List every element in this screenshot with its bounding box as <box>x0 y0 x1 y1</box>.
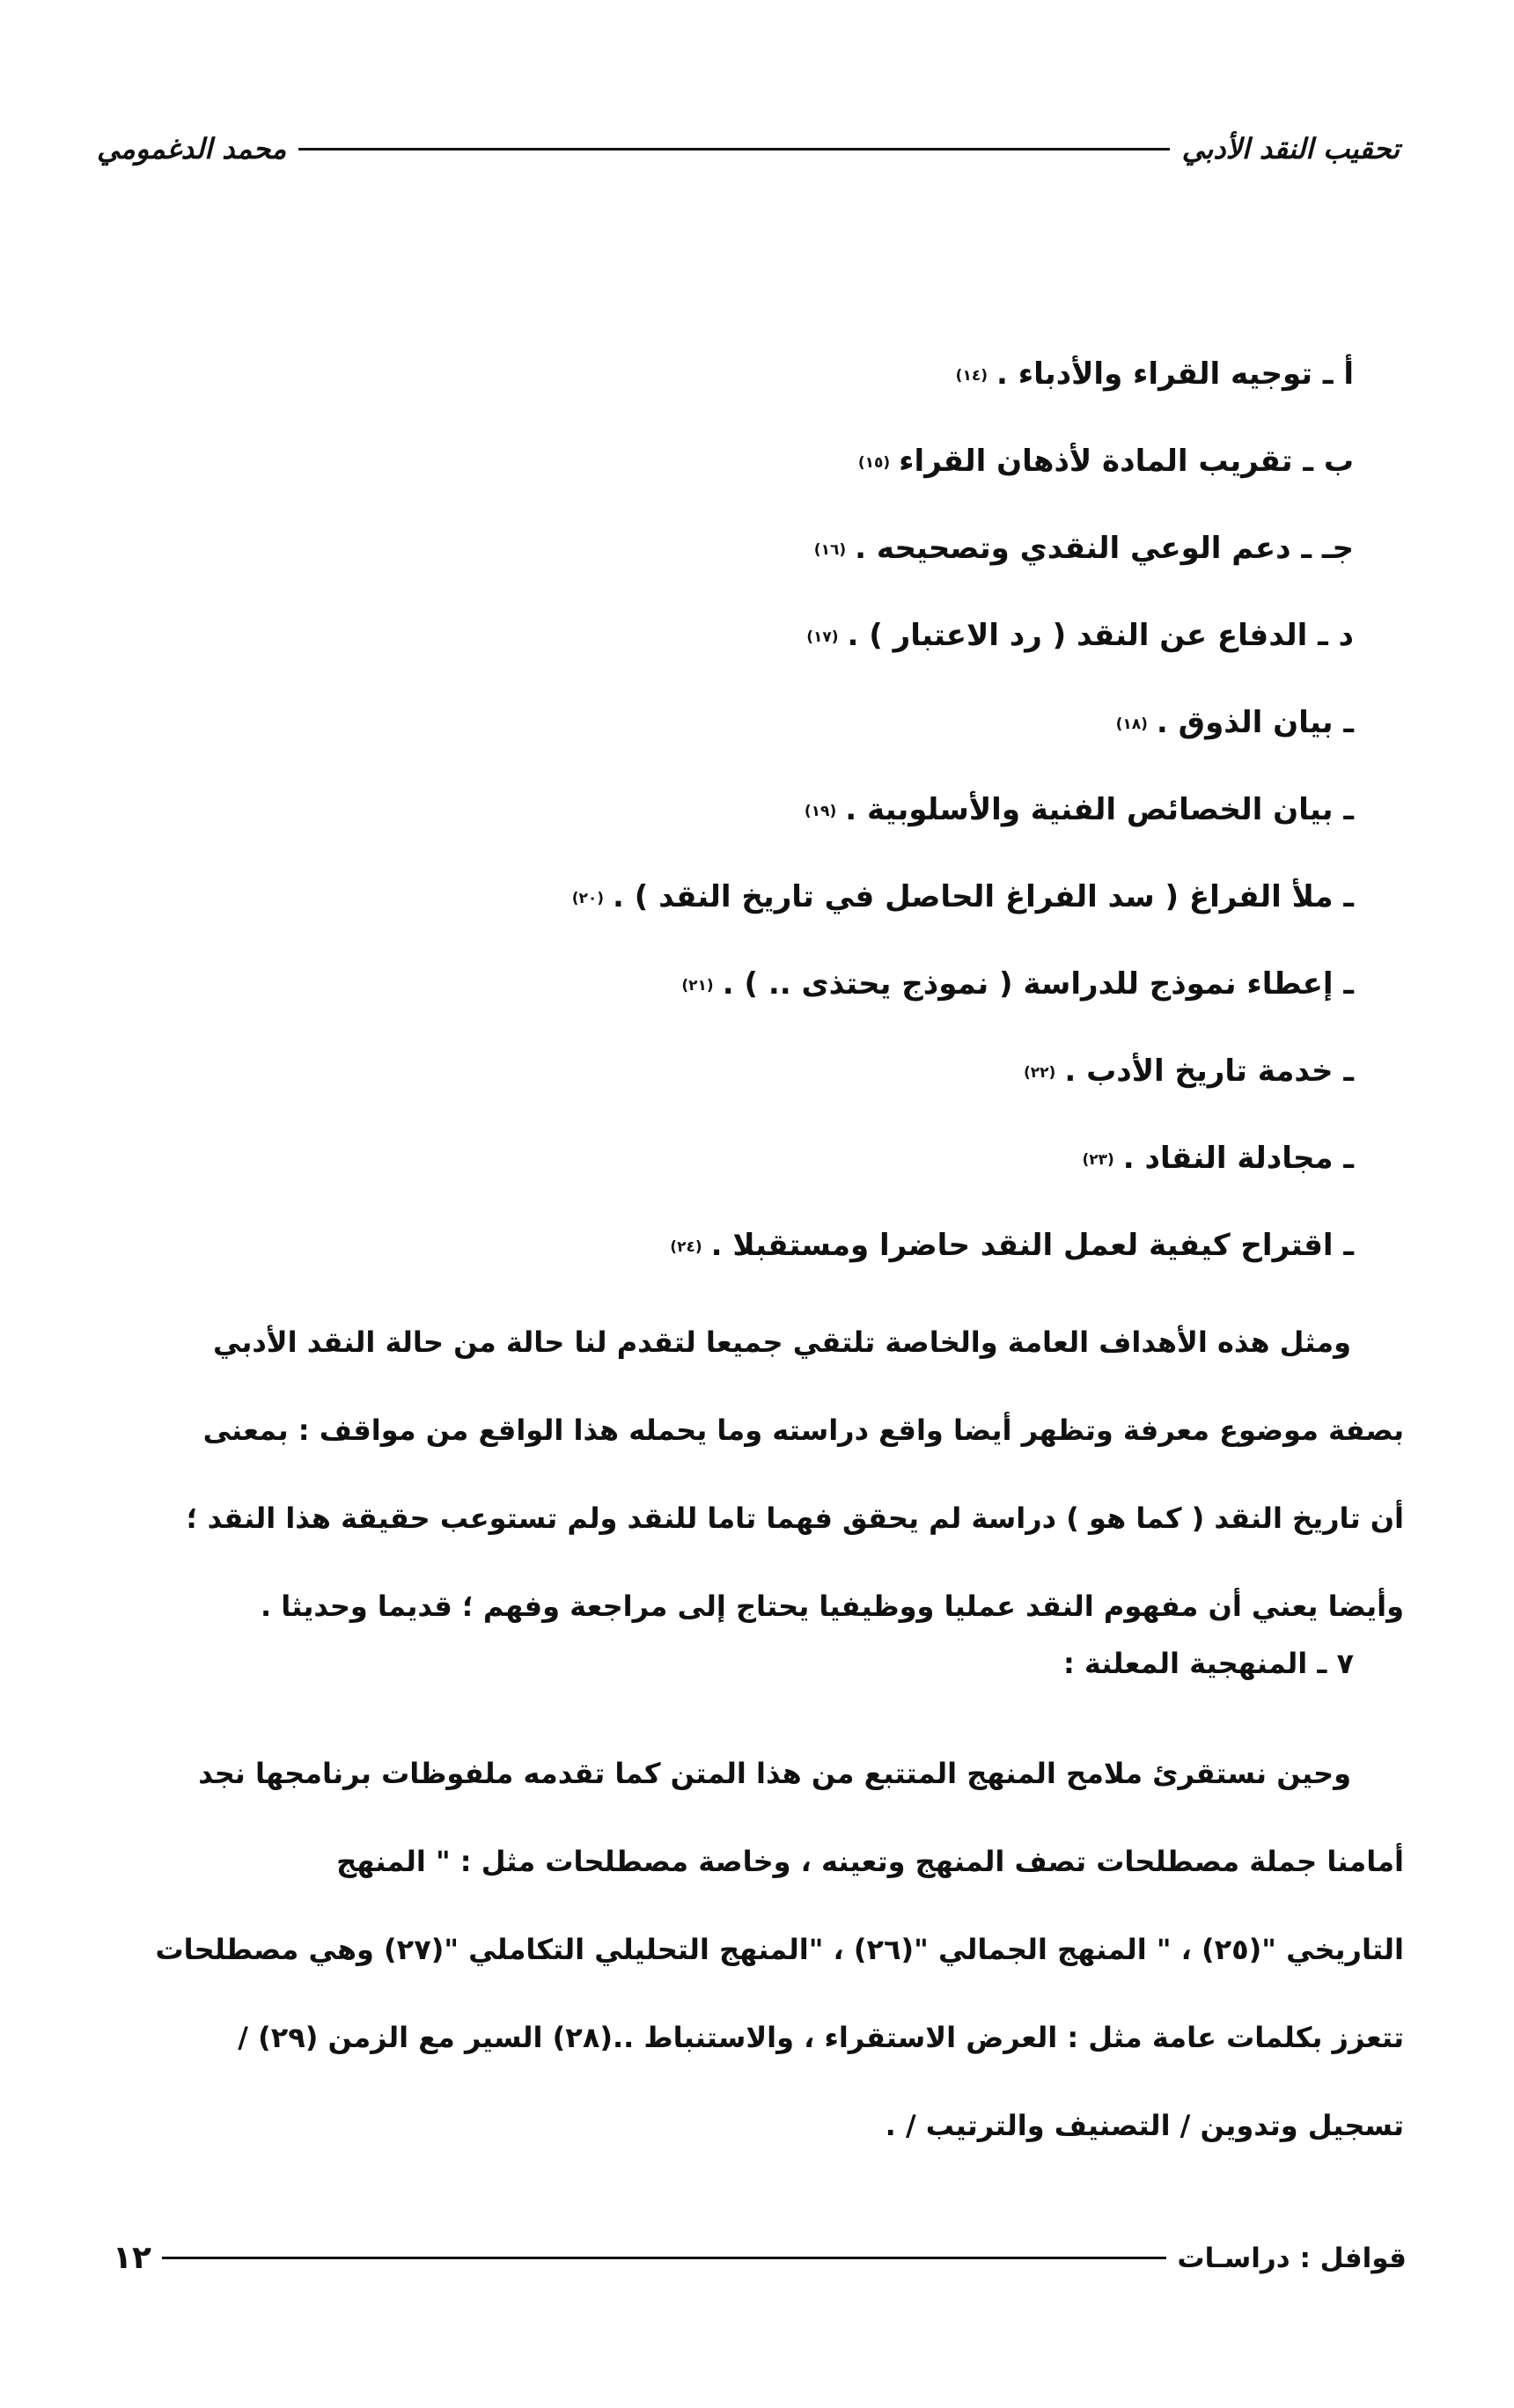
paragraph-line: أمامنا جملة مصطلحات تصف المنهج وتعينه ، وخاصة مصطلحات مثل : " المنهج <box>336 1845 1404 1878</box>
paragraph-line: تتعزز بكلمات عامة مثل : العرض الاستقراء ، والاستنباط ..(٢٨) السير مع الزمن (٢٩) / <box>238 2021 1404 2054</box>
page-footer <box>113 2240 1407 2276</box>
footnote-ref: (١٩) <box>804 802 837 820</box>
paragraph-line: أن تاريخ النقد ( كما هو ) دراسة لم يحقق فهما تاما للنقد ولم تستوعب حقيقة هذا النقد ؛ <box>186 1501 1404 1535</box>
objectives-list <box>209 348 1354 1306</box>
header-rule <box>298 148 1169 150</box>
footer-series: قوافل : دراسـات <box>1177 2242 1407 2274</box>
running-header <box>97 132 1400 165</box>
list-item: جـ ـ دعم الوعي النقدي وتصحيحه .(١٦) <box>813 531 1354 566</box>
footnote-ref: (١٦) <box>813 540 847 559</box>
list-item: ـ ملأ الفراغ ( سد الفراغ الحاصل في تاريخ النقد ) .(٢٠) <box>571 879 1354 914</box>
paragraph-line: تسجيل وتدوين / التصنيف والترتيب / . <box>885 2109 1404 2142</box>
list-item: ـ خدمة تاريخ الأدب .(٢٢) <box>1024 1054 1354 1089</box>
list-item: أ ـ توجيه القراء والأدباء .(١٤) <box>955 356 1354 392</box>
footnote-ref: (١٤) <box>955 366 988 385</box>
list-item: ـ بيان الخصائص الفنية والأسلوبية .(١٩) <box>804 792 1354 827</box>
footnote-ref: (١٧) <box>806 628 839 646</box>
body-paragraph-2 <box>110 1729 1404 2169</box>
section-heading: ٧ ـ المنهجية المعلنة : <box>1062 1647 1354 1680</box>
footnote-ref: (٢٢) <box>1024 1063 1056 1082</box>
body-paragraph-1 <box>110 1298 1404 1650</box>
paragraph-line: وحين نستقرئ ملامح المنهج المتتبع من هذا المتن كما تقدمه ملفوظات برنامجها نجد <box>198 1757 1351 1790</box>
list-item: ـ إعطاء نموذج للدراسة ( نموذج يحتذى .. ) .(٢١) <box>681 966 1354 1002</box>
paragraph-line: بصفة موضوع معرفة وتظهر أيضا واقع دراسته وما يحمله هذا الواقع من مواقف : بمعنى <box>202 1413 1404 1447</box>
footnote-ref: (١٨) <box>1115 715 1148 733</box>
page-number: ١٢ <box>113 2240 151 2276</box>
paragraph-line: ومثل هذه الأهداف العامة والخاصة تلتقي جميعا لتقدم لنا حالة من حالة النقد الأدبي <box>212 1325 1351 1359</box>
footnote-ref: (١٥) <box>857 453 891 472</box>
footnote-ref: (٢٠) <box>571 889 605 907</box>
paragraph-line: وأيضا يعني أن مفهوم النقد عمليا ووظيفيا يحتاج إلى مراجعة وفهم ؛ قديما وحديثا . <box>260 1589 1404 1623</box>
list-item: ـ مجادلة النقاد .(٢٣) <box>1082 1141 1354 1176</box>
footnote-ref: (٢٤) <box>670 1237 702 1256</box>
footnote-ref: (٢١) <box>681 976 714 995</box>
list-item: ب ـ تقريب المادة لأذهان القراء(١٥) <box>857 444 1354 479</box>
list-item: ـ اقتراح كيفية لعمل النقد حاضرا ومستقبلا .(٢٤) <box>670 1228 1354 1263</box>
header-book-title: تحقيب النقد الأدبي <box>1181 132 1400 165</box>
list-item: د ـ الدفاع عن النقد ( رد الاعتبار ) .(١٧) <box>806 618 1354 653</box>
footer-rule <box>162 2257 1166 2259</box>
header-author: محمد الدغمومي <box>97 132 287 165</box>
paragraph-line: التاريخي "(٢٥) ، " المنهج الجمالي "(٢٦) ، "المنهج التحليلي التكاملي "(٢٧) وهي مصطلحات <box>155 1933 1404 1966</box>
list-item: ـ بيان الذوق .(١٨) <box>1115 705 1354 740</box>
footnote-ref: (٢٣) <box>1082 1150 1114 1169</box>
